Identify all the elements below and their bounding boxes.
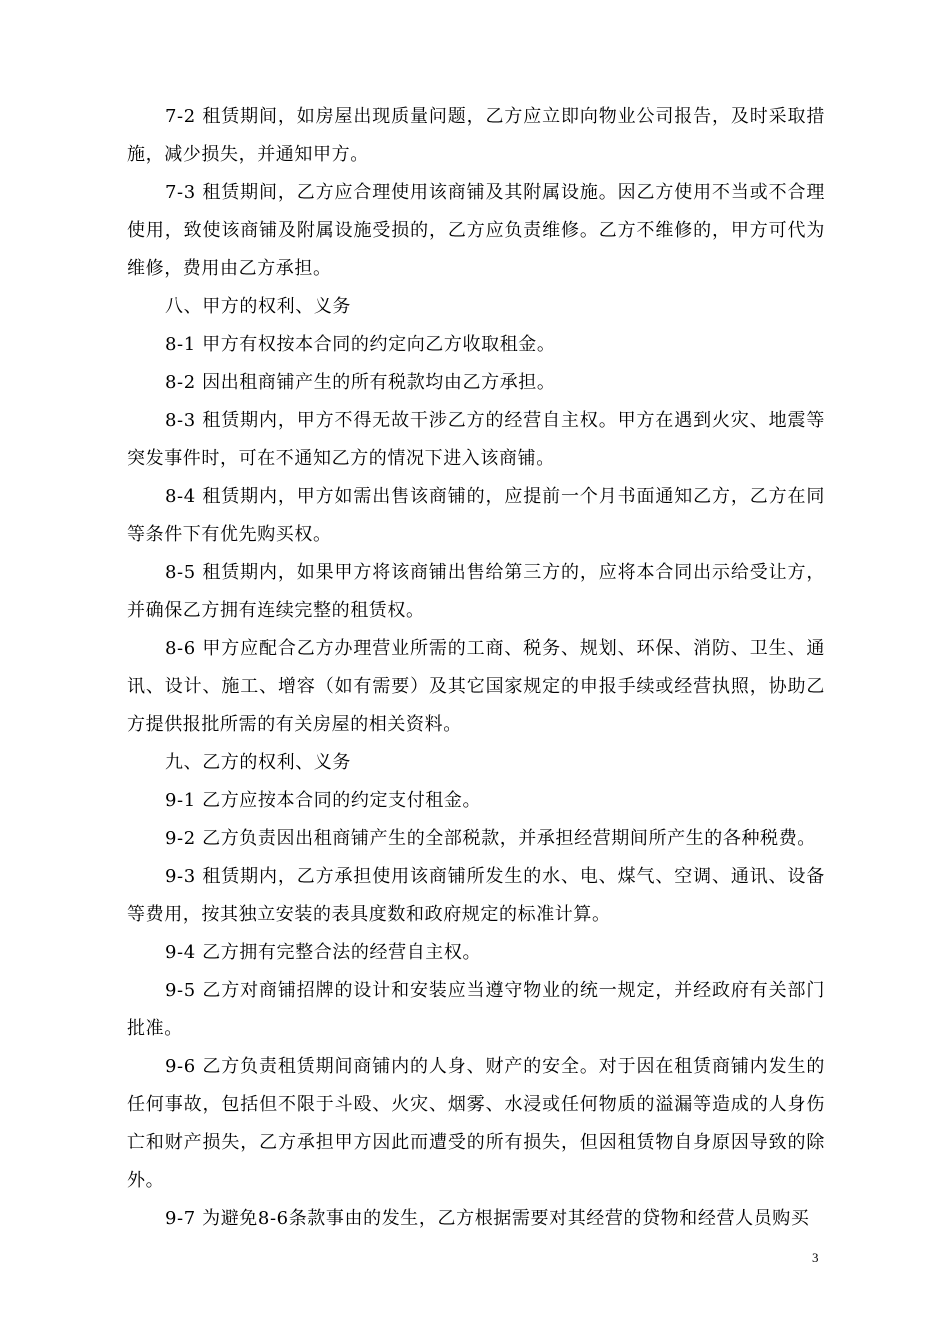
clause-9-6: 9-6 乙方负责租赁期间商铺内的人身、财产的安全。对于因在租赁商铺内发生的任何事故，包括但不限于斗殴、火灾、烟雾、水浸或任何物质的溢漏等造成的人身伤亡和财产损失，乙方承担甲方因此而遭受的所有损失，但因租赁物自身原因导致的除外。 — [127, 1056, 825, 1191]
section-heading-9: 九、乙方的权利、义务 — [165, 752, 351, 773]
clause-9-2: 9-2 乙方负责因出租商铺产生的全部税款，并承担经营期间所产生的各种税费。 — [165, 828, 816, 849]
clause-9-3: 9-3 租赁期内，乙方承担使用该商铺所发生的水、电、煤气、空调、通讯、设备等费用，按其独立安装的表具度数和政府规定的标准计算。 — [127, 866, 825, 925]
clause-9-7: 9-7 为避免8-6条款事由的发生，乙方根据需要对其经营的贷物和经营人员购买 — [165, 1208, 810, 1229]
section-heading-8: 八、甲方的权利、义务 — [165, 296, 351, 317]
clause-7-2: 7-2 租赁期间，如房屋出现质量问题，乙方应立即向物业公司报告，及时采取措施，减少损失，并通知甲方。 — [127, 106, 825, 165]
clause-8-5: 8-5 租赁期内，如果甲方将该商铺出售给第三方的，应将本合同出示给受让方，并确保乙方拥有连续完整的租赁权。 — [127, 562, 825, 621]
clause-7-3: 7-3 租赁期间，乙方应合理使用该商铺及其附属设施。因乙方使用不当或不合理使用，致使该商铺及附属设施受损的，乙方应负责维修。乙方不维修的，甲方可代为维修，费用由乙方承担。 — [127, 182, 825, 279]
page-number: 3 — [812, 1250, 819, 1265]
clause-9-5: 9-5 乙方对商铺招牌的设计和安装应当遵守物业的统一规定，并经政府有关部门批准。 — [127, 980, 825, 1039]
clause-8-6: 8-6 甲方应配合乙方办理营业所需的工商、税务、规划、环保、消防、卫生、通讯、设计、施工、增容（如有需要）及其它国家规定的申报手续或经营执照，协助乙方提供报批所需的有关房屋的相关资料。 — [127, 638, 825, 735]
clause-9-1: 9-1 乙方应按本合同的约定支付租金。 — [165, 790, 482, 811]
clause-8-2: 8-2 因出租商铺产生的所有税款均由乙方承担。 — [165, 372, 556, 393]
clause-8-4: 8-4 租赁期内，甲方如需出售该商铺的，应提前一个月书面通知乙方，乙方在同等条件下有优先购买权。 — [127, 486, 825, 545]
clause-8-3: 8-3 租赁期内，甲方不得无故干涉乙方的经营自主权。甲方在遇到火灾、地震等突发事件时，可在不通知乙方的情况下进入该商铺。 — [127, 410, 825, 469]
document-body — [127, 98, 825, 1238]
clause-8-1: 8-1 甲方有权按本合同的约定向乙方收取租金。 — [165, 334, 556, 355]
clause-9-4: 9-4 乙方拥有完整合法的经营自主权。 — [165, 942, 482, 963]
